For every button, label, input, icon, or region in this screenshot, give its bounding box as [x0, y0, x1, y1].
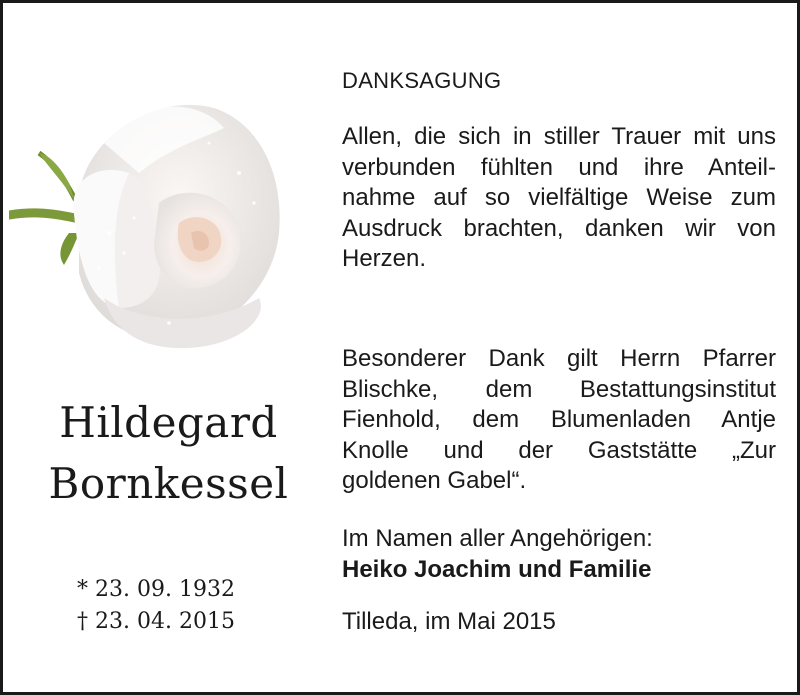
- thanks-line: Ausdruck brachten, danken wir von: [342, 214, 776, 242]
- thanks-line: nahme auf so vielfältige Weise zum: [342, 184, 776, 211]
- thanks-line: Herzen.: [342, 245, 427, 272]
- white-rose-image: [9, 83, 299, 353]
- special-thanks-paragraph: [342, 344, 776, 497]
- thanks-line: Allen, die sich in stiller Trauer mit uns: [342, 123, 776, 150]
- notice-heading: DANKSAGUNG: [342, 68, 502, 93]
- life-dates: [77, 574, 235, 638]
- signature-block: [342, 524, 776, 585]
- thanks-paragraph: [342, 122, 776, 275]
- special-thanks-line: Knolle und der Gaststätte „Zur: [342, 436, 776, 464]
- thanks-line: verbunden fühlten und ihre Anteil-: [342, 153, 776, 181]
- deceased-last-name: Bornkessel: [48, 459, 289, 508]
- birth-date: * 23. 09. 1932: [77, 577, 235, 602]
- deceased-first-name: Hildegard: [59, 398, 278, 447]
- special-thanks-line: Fienhold, dem Blumenladen Antje: [342, 406, 776, 433]
- on-behalf-text: Im Namen aller Angehörigen:: [342, 525, 653, 552]
- special-thanks-line: Besonderer Dank gilt Herrn Pfarrer: [342, 345, 776, 372]
- special-thanks-line: Blischke, dem Bestattungsinstitut: [342, 375, 776, 403]
- special-thanks-line: goldenen Gabel“.: [342, 467, 527, 494]
- signatory-name: Heiko Joachim und Familie: [342, 555, 652, 583]
- death-date: † 23. 04. 2015: [77, 609, 235, 634]
- place-and-date: Tilleda, im Mai 2015: [342, 608, 556, 635]
